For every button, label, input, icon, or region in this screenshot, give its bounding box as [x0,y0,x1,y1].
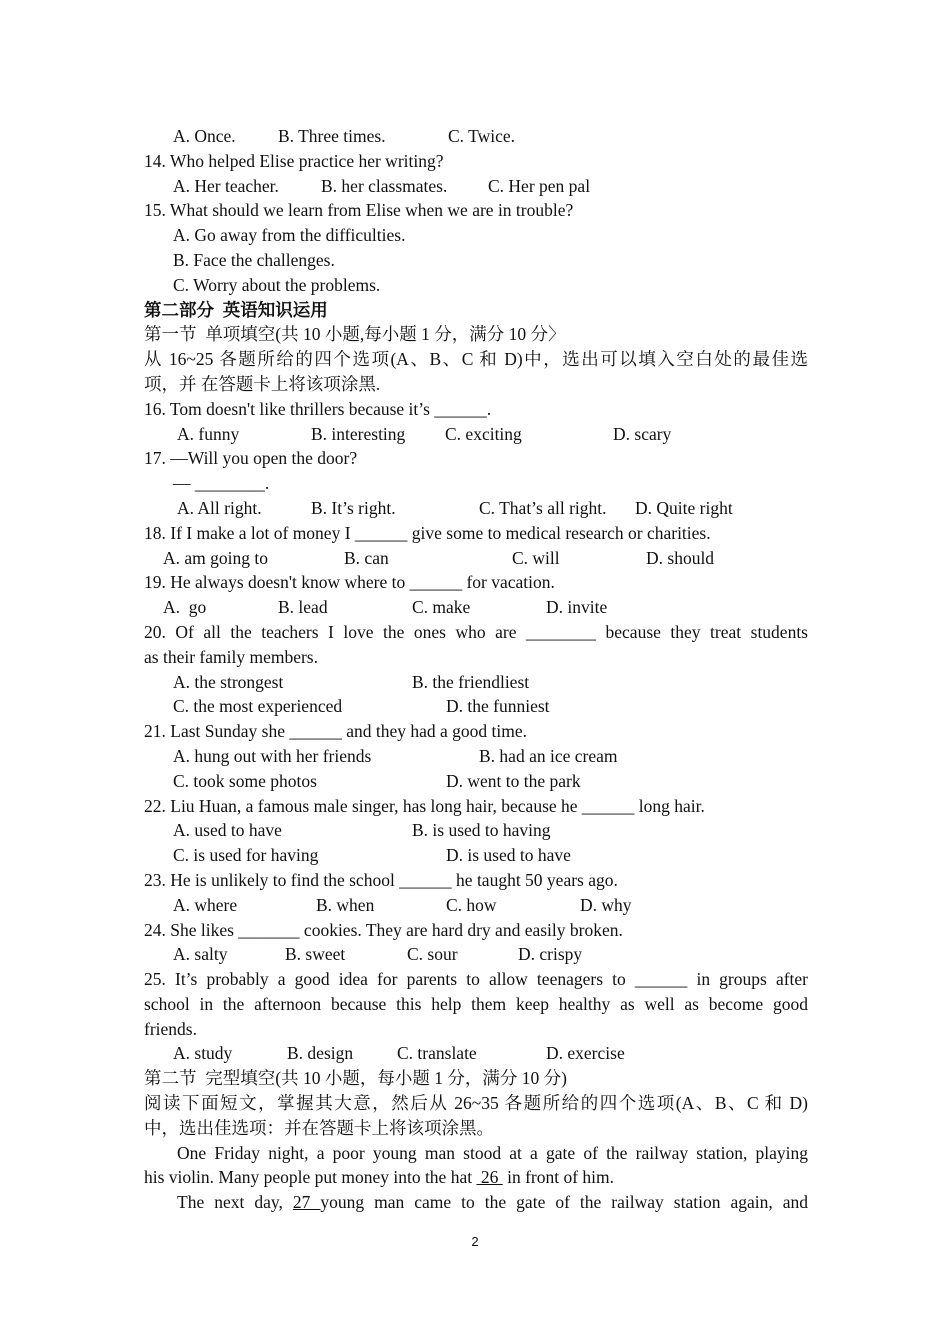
q24-option-c: C. sour [407,944,458,965]
passage-p1-line1: One Friday night, a poor young man stood at a gate of the railway station, playing [177,1142,808,1163]
q25-stem-line1: 25. It’s probably a good idea for parents to allow teenagers to ______ in groups after [144,969,808,990]
q20-stem-line2: as their family members. [144,646,318,667]
q22-options-row2 [144,843,808,868]
q13-option-a: A. Once. [173,126,236,146]
page-number: 2 [471,1234,479,1249]
q18-option-d: D. should [646,547,715,568]
q18-option-a: A. am going to [163,547,268,568]
q13-option-b: B. Three times. [278,126,386,146]
q16-option-d: D. scary [613,423,672,444]
q25-option-d: D. exercise [546,1043,625,1064]
blank-27: 27 [292,1192,321,1213]
q25-option-a: A. study [173,1043,233,1064]
q18-option-c: C. will [512,547,560,568]
q14-option-b: B. her classmates. [321,175,448,196]
section2-instructions-line2: 中，选出佳选项：并在答题卡上将该项涂黑。 [144,1117,494,1138]
q25-stem-line3: friends. [144,1018,197,1039]
q23-stem: 23. He is unlikely to find the school ______ he taught 50 years ago. [144,869,618,890]
q20-options-row1 [144,670,808,695]
q25-stem-line2: school in the afternoon because this help them keep healthy as well as become good [144,993,808,1014]
q15-option-a: A. Go away from the difficulties. [173,225,406,246]
q17-response: — ________. [173,473,270,494]
q21-options-row1 [144,744,808,769]
q25-option-b: B. design [287,1043,354,1064]
q23-option-b: B. when [316,894,375,915]
q17-stem: 17. —Will you open the door? [144,448,358,469]
section2-instructions-line1: 阅读下面短文，掌握其大意，然后从 26~35 各题所给的四个选项(A、B、C 和 D) [144,1093,808,1114]
q19-option-a: A. go [163,597,207,618]
q22-option-a: A. used to have [173,820,282,841]
q18-stem: 18. If I make a lot of money I ______ give some to medical research or charities. [144,522,711,543]
q18-options [144,546,808,571]
q19-option-d: D. invite [546,597,608,618]
q22-option-c: C. is used for having [173,845,319,866]
q18-option-b: B. can [344,547,389,568]
q16-option-b: B. interesting [311,423,406,444]
q25-options [144,1041,808,1066]
q17-option-a: A. All right. [177,497,262,518]
q20-option-c: C. the most experienced [173,696,343,717]
q20-option-a: A. the strongest [173,671,284,692]
q21-stem: 21. Last Sunday she ______ and they had a good time. [144,721,527,742]
passage-p2-text-b: young man came to the gate of the railway station again, and [320,1192,808,1213]
q20-options-row2 [144,694,808,719]
q24-option-b: B. sweet [285,944,346,965]
q22-option-d: D. is used to have [446,845,571,866]
q19-option-c: C. make [412,597,471,618]
q20-option-d: D. the funniest [446,696,550,717]
q13-options [144,124,808,149]
q22-options-row1 [144,818,808,843]
q14-stem: 14. Who helped Elise practice her writing? [144,150,444,171]
q15-stem: 15. What should we learn from Elise when we are in trouble? [144,200,574,221]
q14-options [144,174,808,199]
q21-option-d: D. went to the park [446,770,581,791]
passage-p1-line2-text-b: in front of him. [502,1167,615,1188]
q24-option-d: D. crispy [518,944,583,965]
q15-option-b: B. Face the challenges. [173,249,335,270]
q21-option-a: A. hung out with her friends [173,745,372,766]
page-content [144,124,808,1215]
q23-option-a: A. where [173,894,238,915]
passage-p2-text-a: The next day, [177,1192,293,1213]
section2-title: 第二节 完型填空(共 10 小题，每小题 1 分，满分 10 分) [144,1068,567,1089]
q21-options-row2 [144,769,808,794]
q19-options [144,595,808,620]
q16-stem: 16. Tom doesn't like thrillers because it’s ______. [144,398,492,419]
q24-option-a: A. salty [173,944,228,965]
q17-option-b: B. It’s right. [311,497,396,518]
q23-option-d: D. why [580,894,632,915]
section1-instructions-line1: 从 16~25 各题所给的四个选项(A、B、C 和 D)中，选出可以填入空白处的最佳选 [144,349,808,370]
q22-stem: 22. Liu Huan, a famous male singer, has long hair, because he ______ long hair. [144,795,705,816]
q14-option-c: C. Her pen pal [488,175,591,196]
section1-instructions-line2: 项，并 在答题卡上将该项涂黑. [144,373,381,394]
passage-p1-line2 [144,1165,808,1190]
passage-p1-line2-text-a: his violin. Many people put money into the hat [144,1167,477,1188]
q23-option-c: C. how [446,894,497,915]
q24-stem: 24. She likes _______ cookies. They are hard dry and easily broken. [144,919,623,940]
q16-options [144,422,808,447]
blank-26: 26 [476,1167,503,1188]
q16-option-c: C. exciting [445,423,522,444]
q16-option-a: A. funny [177,423,240,444]
part2-title: 第二部分 英语知识运用 [144,299,328,320]
q20-option-b: B. the friendliest [412,671,530,692]
q19-stem: 19. He always doesn't know where to ______ for vacation. [144,572,555,593]
q21-option-c: C. took some photos [173,770,317,791]
q15-option-c: C. Worry about the problems. [173,274,381,295]
q21-option-b: B. had an ice cream [479,745,618,766]
q13-option-c: C. Twice. [448,126,515,146]
q24-options [144,942,808,967]
q22-option-b: B. is used to having [412,820,551,841]
q17-options [144,496,808,521]
passage-p2-line1 [144,1190,808,1215]
q19-option-b: B. lead [278,597,328,618]
q14-option-a: A. Her teacher. [173,175,279,196]
q23-options [144,893,808,918]
q25-option-c: C. translate [397,1043,477,1064]
q17-option-d: D. Quite right [635,497,733,518]
section1-title: 第一节 单项填空(共 10 小题,每小题 1 分，满分 10 分〉 [144,324,566,345]
q17-option-c: C. That’s all right. [479,497,607,518]
q20-stem-line1: 20. Of all the teachers I love the ones who are ________ because they treat students [144,621,808,642]
